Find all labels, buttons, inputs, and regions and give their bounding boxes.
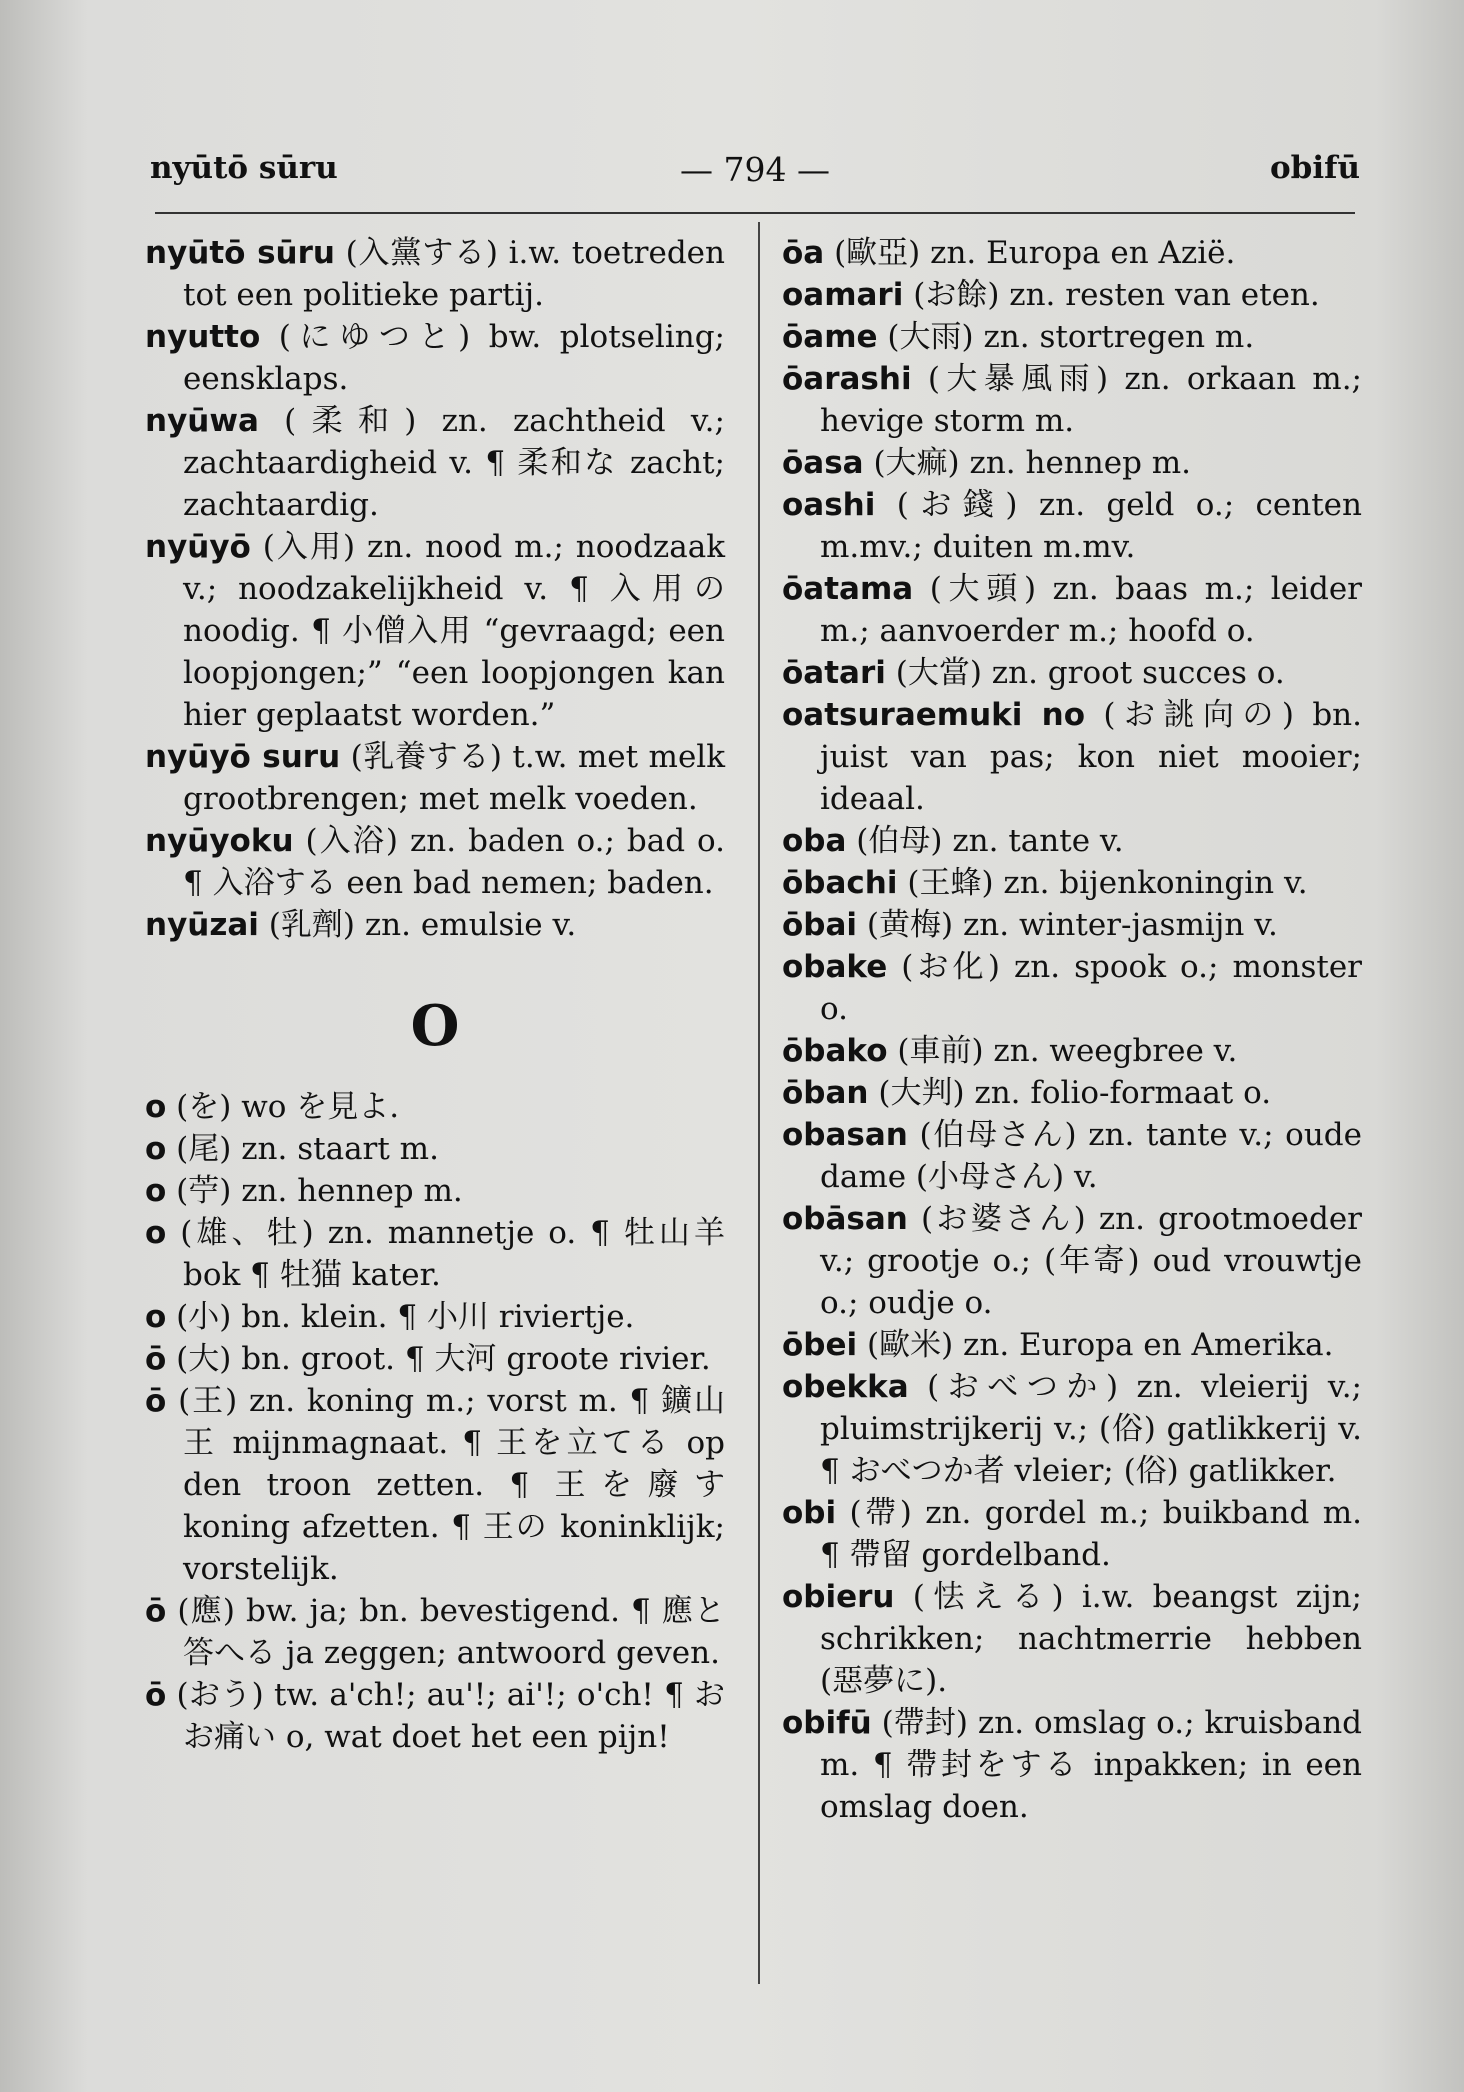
headword: obifū	[782, 1705, 872, 1741]
headword: nyūtō sūru	[145, 235, 335, 271]
dictionary-entry	[782, 862, 1362, 904]
definition: (大痲) zn. hennep m.	[873, 445, 1192, 481]
definition: (お婆さん) zn. grootmoeder v.; grootje o.; (年寄) oud vrouwtje o.; oudje o.	[820, 1201, 1362, 1321]
definition: (入黨する) i.w. toetreden tot een politieke partij.	[183, 235, 725, 313]
section-letter: O	[410, 993, 460, 1059]
headword: ōarashi	[782, 361, 912, 397]
definition: (を) wo を見よ.	[176, 1089, 400, 1125]
column-divider	[758, 222, 760, 1984]
definition: (怯える) i.w. beangst zijn; schrikken; nachtmerrie hebben (惡夢に).	[820, 1579, 1362, 1699]
dictionary-entry	[782, 358, 1362, 442]
dictionary-entry	[782, 1030, 1362, 1072]
dictionary-entry	[782, 820, 1362, 862]
definition: (大判) zn. folio-formaat o.	[878, 1075, 1272, 1111]
definition: (おう) tw. a'ch!; au'!; ai'!; o'ch! ¶ おお痛い o, wat doet het een pijn!	[176, 1677, 726, 1755]
dictionary-entry	[782, 1114, 1362, 1198]
definition: (帶封) zn. omslag o.; kruisband m. ¶ 帶封をする inpakken; in een omslag doen.	[820, 1705, 1362, 1825]
headword: nyūyoku	[145, 823, 294, 859]
headword: nyutto	[145, 319, 261, 355]
headword: oamari	[782, 277, 904, 313]
definition: (お誂向の) bn. juist van pas; kon niet mooier; ideaal.	[820, 697, 1362, 817]
definition: (歐亞) zn. Europa en Azië.	[834, 235, 1236, 271]
definition: (帶) zn. gordel m.; buikband m. ¶ 帶留 gordelband.	[820, 1495, 1362, 1573]
dictionary-entry	[782, 1576, 1362, 1702]
definition: (雄、牡) zn. mannetje o. ¶ 牡山羊 bok ¶ 牡猫 kater.	[180, 1215, 725, 1293]
dictionary-entry	[145, 232, 725, 316]
headword: oatsuraemuki no	[782, 697, 1086, 733]
headword: ōatama	[782, 571, 914, 607]
dictionary-entry	[782, 652, 1362, 694]
headword: o	[145, 1215, 167, 1251]
page-header	[150, 150, 1360, 200]
headword: ōame	[782, 319, 878, 355]
definition: (尾) zn. staart m.	[176, 1131, 439, 1167]
headword: o	[145, 1299, 167, 1335]
dictionary-entry	[782, 694, 1362, 820]
definition: (苧) zn. hennep m.	[176, 1173, 463, 1209]
dictionary-entry	[782, 1072, 1362, 1114]
dictionary-entry	[145, 1128, 725, 1170]
dictionary-entry	[145, 400, 725, 526]
dictionary-entry	[782, 484, 1362, 568]
definition: (お餘) zn. resten van eten.	[913, 277, 1320, 313]
headword: obāsan	[782, 1201, 908, 1237]
dictionary-entry	[782, 946, 1362, 1030]
headword: obieru	[782, 1579, 895, 1615]
headword: nyūyō	[145, 529, 251, 565]
headword: ōban	[782, 1075, 869, 1111]
definition: (應) bw. ja; bn. bevestigend. ¶ 應と答へる ja zeggen; antwoord geven.	[177, 1593, 725, 1671]
dictionary-entry	[145, 904, 725, 946]
definition: (王) zn. koning m.; vorst m. ¶ 鑛山王 mijnmagnaat. ¶ 王を立てる op den troon zetten. ¶ 王を廢す koning afzetten. ¶ 王の koninklijk; vorstelijk.	[178, 1383, 725, 1587]
header-rule	[155, 212, 1355, 214]
definition: (お化) zn. spook o.; monster o.	[820, 949, 1363, 1027]
definition: (車前) zn. weegbree v.	[897, 1033, 1238, 1069]
dictionary-entry	[145, 526, 725, 736]
dictionary-entry	[782, 568, 1362, 652]
dictionary-entry	[145, 1296, 725, 1338]
dictionary-entry	[782, 442, 1362, 484]
dictionary-entry	[145, 1380, 725, 1590]
headword: ō	[145, 1383, 167, 1419]
definition: (黄梅) zn. winter-jasmijn v.	[866, 907, 1278, 943]
dictionary-entry	[145, 316, 725, 400]
headword: o	[145, 1089, 167, 1125]
dictionary-entry	[782, 316, 1362, 358]
definition: (入浴) zn. baden o.; bad o. ¶ 入浴する een bad nemen; baden.	[183, 823, 726, 901]
definition: (王蜂) zn. bijenkoningin v.	[907, 865, 1308, 901]
right-column	[782, 232, 1362, 1828]
dictionary-entry	[145, 1212, 725, 1296]
definition: (歐米) zn. Europa en Amerika.	[867, 1327, 1334, 1363]
headword: ō	[145, 1593, 167, 1629]
headword: oba	[782, 823, 847, 859]
dictionary-entry	[145, 1338, 725, 1380]
definition: (乳養する) t.w. met melk grootbrengen; met melk voeden.	[183, 739, 726, 817]
definition: (大雨) zn. stortregen m.	[887, 319, 1255, 355]
headword: obekka	[782, 1369, 909, 1405]
dictionary-entry	[782, 274, 1362, 316]
definition: (大當) zn. groot succes o.	[895, 655, 1285, 691]
dictionary-entry	[145, 1590, 725, 1674]
definition: (小) bn. klein. ¶ 小川 riviertje.	[176, 1299, 635, 1335]
headword: ōbachi	[782, 865, 898, 901]
headword: ō	[145, 1677, 167, 1713]
definition: (大) bn. groot. ¶ 大河 groote rivier.	[176, 1341, 711, 1377]
definition: (乳劑) zn. emulsie v.	[268, 907, 577, 943]
headword: ōbako	[782, 1033, 888, 1069]
dictionary-entry	[782, 1492, 1362, 1576]
headword: ōatari	[782, 655, 886, 691]
headword: oashi	[782, 487, 876, 523]
dictionary-entry	[782, 1702, 1362, 1828]
definition: (柔和) zn. zachtheid v.; zachtaardigheid v. ¶ 柔和な zacht; zachtaardig.	[183, 403, 725, 523]
definition: (にゆつと) bw. plotseling; eensklaps.	[183, 319, 726, 397]
definition: (大暴風雨) zn. orkaan m.; hevige storm m.	[820, 361, 1362, 439]
dictionary-entry	[782, 1198, 1362, 1324]
headword: ō	[145, 1341, 167, 1377]
dictionary-entry	[145, 736, 725, 820]
headword: ōasa	[782, 445, 864, 481]
dictionary-entry	[782, 232, 1362, 274]
definition: (伯母) zn. tante v.	[856, 823, 1124, 859]
header-left-guideword: nyūtō sūru	[150, 150, 338, 186]
headword: nyūyō suru	[145, 739, 341, 775]
headword: nyūwa	[145, 403, 259, 439]
definition: (入用) zn. nood m.; noodzaak v.; noodzakelijkheid v. ¶ 入用の noodig. ¶ 小僧入用 “gevraagd; een loopjongen;” “een loopjongen kan hier geplaatst worden.”	[183, 529, 725, 733]
dictionary-entry	[782, 904, 1362, 946]
headword: ōa	[782, 235, 825, 271]
dictionary-entry	[145, 1170, 725, 1212]
page-number: — 794 —	[680, 150, 830, 189]
definition: (お錢) zn. geld o.; centen m.mv.; duiten m.mv.	[820, 487, 1362, 565]
dictionary-entry	[145, 1674, 725, 1758]
dictionary-entry	[145, 1086, 725, 1128]
definition: (伯母さん) zn. tante v.; oude dame (小母さん) v.	[820, 1117, 1362, 1195]
headword: o	[145, 1173, 167, 1209]
headword: obasan	[782, 1117, 908, 1153]
headword: ōbai	[782, 907, 858, 943]
headword: ōbei	[782, 1327, 858, 1363]
dictionary-entry	[782, 1366, 1362, 1492]
headword: nyūzai	[145, 907, 259, 943]
header-right-guideword: obifū	[1269, 150, 1360, 186]
dictionary-entry	[145, 820, 725, 904]
dictionary-entry	[782, 1324, 1362, 1366]
left-column	[145, 232, 725, 1758]
headword: o	[145, 1131, 167, 1167]
definition: (おべつか) zn. vleierij v.; pluimstrijkerij v.; (俗) gatlikkerij v. ¶ おべつか者 vleier; (俗) gatlikker.	[820, 1369, 1362, 1489]
headword: obake	[782, 949, 888, 985]
definition: (大頭) zn. baas m.; leider m.; aanvoerder m.; hoofd o.	[820, 571, 1362, 649]
headword: obi	[782, 1495, 837, 1531]
